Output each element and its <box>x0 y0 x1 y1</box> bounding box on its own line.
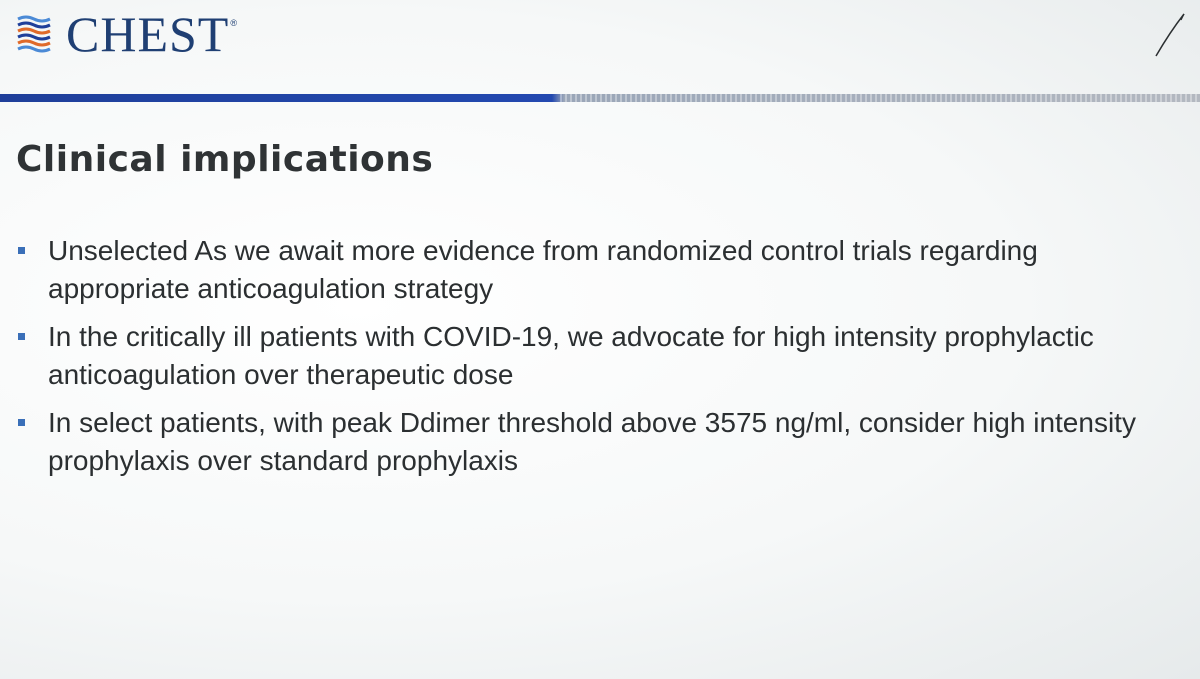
logo-wordmark: CHEST <box>66 6 230 62</box>
bullet-square-icon <box>18 333 25 340</box>
bullet-text: In select patients, with peak Ddimer threshold above 3575 ng/ml, consider high intensity prophylaxis over standard prophylaxis <box>48 407 1136 476</box>
bullet-list <box>16 232 1176 490</box>
slide-title: Clinical implications <box>16 139 434 180</box>
chest-logo <box>14 8 237 60</box>
bullet-item <box>16 404 1176 480</box>
registered-mark: ® <box>230 18 237 28</box>
pen-mark-icon <box>1150 10 1190 60</box>
slide-header <box>0 0 1200 92</box>
bullet-item <box>16 232 1176 308</box>
bullet-text: In the critically ill patients with COVID-19, we advocate for high intensity prophylactic anticoagulation over therapeutic dose <box>48 321 1094 390</box>
bullet-square-icon <box>18 247 25 254</box>
bullet-square-icon <box>18 419 25 426</box>
bullet-text: Unselected As we await more evidence from randomized control trials regarding appropriate anticoagulation strategy <box>48 235 1038 304</box>
header-rule-texture <box>560 94 1200 102</box>
chest-waves-icon <box>14 12 60 56</box>
bullet-item <box>16 318 1176 394</box>
